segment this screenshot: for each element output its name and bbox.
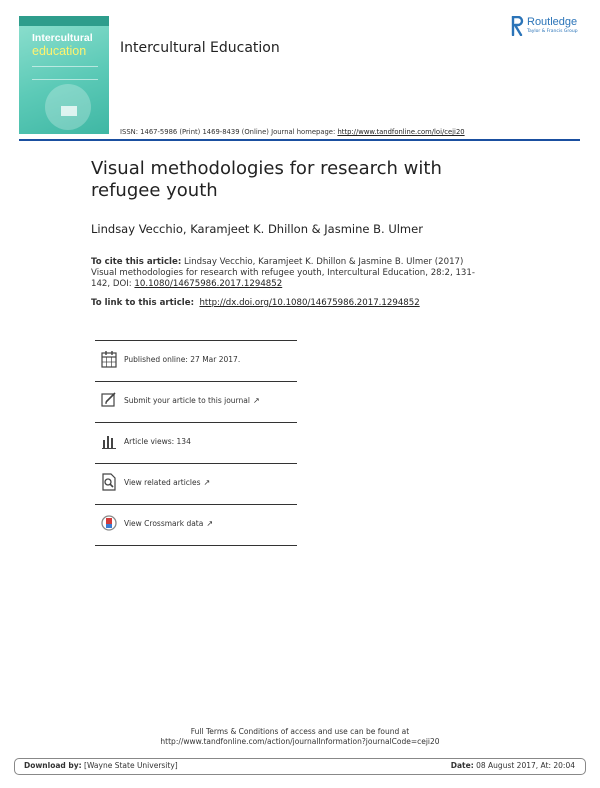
journal-homepage-link[interactable]: http://www.tandfonline.com/loi/ceji20 (337, 128, 465, 136)
submit-article-item[interactable] (95, 382, 297, 423)
crossmark-item[interactable] (95, 505, 297, 546)
routledge-r-icon (511, 16, 524, 36)
cover-logo (61, 106, 77, 116)
article-doi-link[interactable]: http://dx.doi.org/10.1080/14675986.2017.1294852 (199, 298, 420, 308)
terms-text: Full Terms & Conditions of access and use can be found at (190, 727, 410, 736)
calendar-icon (101, 350, 117, 368)
download-label: Download by: (24, 761, 82, 770)
article-info-menu (95, 340, 297, 546)
cover-decoration (32, 66, 98, 80)
terms-note (0, 727, 600, 747)
download-info-bar (14, 758, 586, 775)
search-document-icon (101, 473, 117, 491)
citation-text: Lindsay Vecchio, Karamjeet K. Dhillon & Jasmine B. Ulmer (2017) Visual methodologies for research with refugee youth, Intercultural Education, 28:2, 131-142, DOI: (91, 257, 475, 289)
date-info (451, 761, 575, 770)
journal-title: Intercultural Education (120, 40, 280, 56)
published-online-item (95, 340, 297, 382)
external-link-icon: ↗ (252, 396, 260, 405)
date-value: 08 August 2017, At: 20:04 (473, 761, 575, 770)
cover-band (19, 16, 109, 26)
article-views-item (95, 423, 297, 464)
citation-label: To cite this article: (91, 257, 182, 267)
related-articles-link[interactable] (124, 478, 210, 487)
crossmark-label: View Crossmark data (124, 519, 204, 528)
external-link-icon: ↗ (206, 519, 214, 528)
bar-chart-icon (101, 432, 117, 450)
citation-block (91, 257, 486, 290)
related-articles-item[interactable] (95, 464, 297, 505)
date-label: Date: (450, 761, 474, 770)
external-link-icon: ↗ (203, 478, 211, 487)
journal-cover (19, 16, 109, 134)
issn-text: ISSN: 1467-5986 (Print) 1469-8439 (Online) Journal homepage: (120, 128, 338, 136)
crossmark-link[interactable] (124, 519, 213, 528)
publisher-name: Routledge (527, 16, 578, 28)
article-title: Visual methodologies for research with refugee youth (91, 158, 442, 201)
article-link-line (91, 298, 420, 308)
publisher-logo (511, 16, 591, 42)
submit-article-label: Submit your article to this journal (124, 396, 250, 405)
header-divider (19, 139, 580, 141)
publisher-tagline: Taylor & Francis Group (527, 29, 578, 34)
citation-doi-link[interactable]: 10.1080/14675986.2017.1294852 (134, 279, 283, 289)
cover-title-line2: education (32, 44, 87, 58)
article-authors: Lindsay Vecchio, Karamjeet K. Dhillon & Jasmine B. Ulmer (91, 222, 423, 236)
download-info (24, 761, 178, 770)
edit-document-icon (101, 391, 117, 409)
download-value: [Wayne State University] (81, 761, 178, 770)
issn-line (120, 128, 465, 136)
terms-url[interactable]: http://www.tandfonline.com/action/journalInformation?journalCode=ceji20 (160, 737, 440, 746)
article-link-label: To link to this article: (91, 298, 195, 308)
related-articles-label: View related articles (124, 478, 201, 487)
published-online-label: Published online: 27 Mar 2017. (124, 355, 241, 364)
submit-article-link[interactable] (124, 396, 260, 405)
cover-title-line1: Intercultural (32, 32, 93, 44)
article-views-label: Article views: 134 (124, 437, 191, 446)
crossmark-icon (101, 514, 117, 532)
